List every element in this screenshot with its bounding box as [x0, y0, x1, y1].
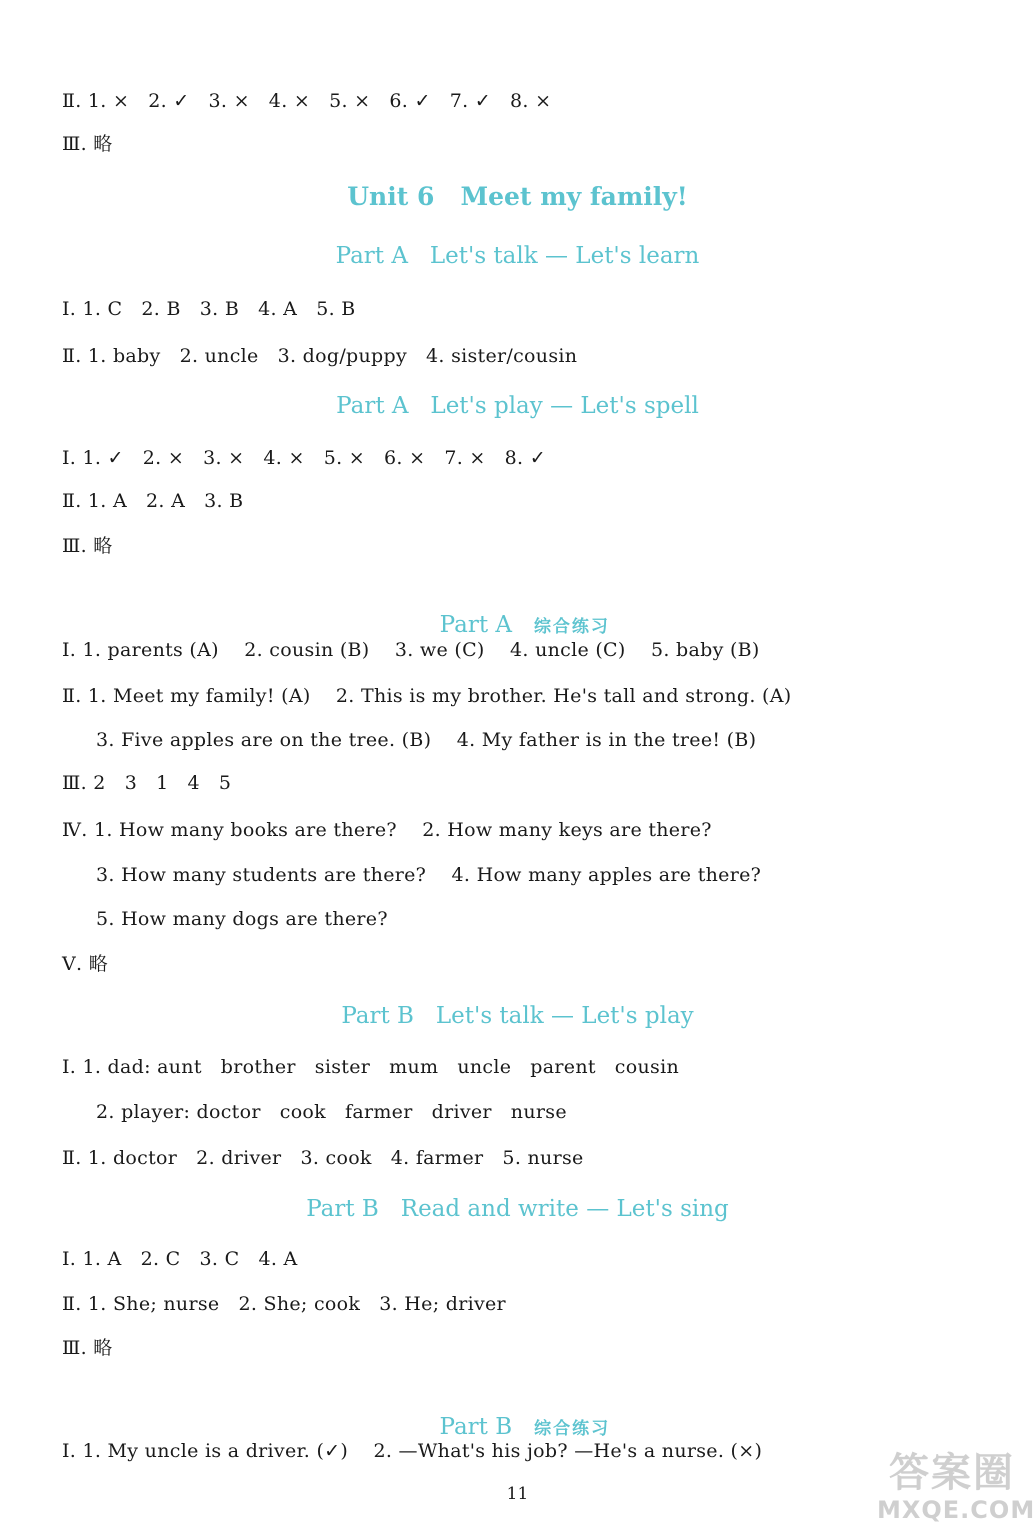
unit-heading: Unit 6 Meet my family!	[347, 182, 688, 211]
section-heading-part-a-talk: Part A Let's talk — Let's learn	[335, 243, 700, 269]
section-heading-en: Part A	[439, 612, 512, 638]
answer-line: Ⅲ. 2 3 1 4 5	[62, 772, 232, 794]
answer-line: Ⅰ. 1. parents (A) 2. cousin (B) 3. we (C) 4. uncle (C) 5. baby (B)	[62, 639, 760, 661]
answer-line: Ⅲ. 略	[62, 133, 113, 155]
answer-line: Ⅱ. 1. Meet my family! (A) 2. This is my brother. He's tall and strong. (A)	[62, 685, 792, 707]
section-heading-zh: 综合练习	[534, 1419, 611, 1439]
answer-line: 2. player: doctor cook farmer driver nurse	[96, 1101, 567, 1123]
answer-line: Ⅱ. 1. doctor 2. driver 3. cook 4. farmer 5. nurse	[62, 1147, 584, 1169]
section-heading-part-b-talk: Part B Let's talk — Let's play	[341, 1003, 694, 1029]
answer-line: Ⅰ. 1. ✓ 2. × 3. × 4. × 5. × 6. × 7. × 8. ✓	[62, 447, 546, 469]
answer-line: Ⅱ. 1. baby 2. uncle 3. dog/puppy 4. sister/cousin	[62, 345, 578, 367]
answer-line: 3. Five apples are on the tree. (B) 4. My father is in the tree! (B)	[96, 729, 757, 751]
answer-line: Ⅲ. 略	[62, 535, 113, 557]
watermark-cn: 答案圈	[889, 1450, 1015, 1496]
section-heading-part-a-practice	[0, 586, 1035, 638]
page-number: 11	[506, 1484, 529, 1504]
answer-line: Ⅳ. 1. How many books are there? 2. How many keys are there?	[62, 819, 712, 841]
watermark-logo	[877, 1450, 1035, 1530]
answer-line: Ⅰ. 1. My uncle is a driver. (✓) 2. —What's his job? —He's a nurse. (×)	[62, 1440, 763, 1462]
answer-line: 5. How many dogs are there?	[96, 908, 388, 930]
section-heading-part-b-practice	[0, 1388, 1035, 1440]
answer-line: Ⅱ. 1. × 2. ✓ 3. × 4. × 5. × 6. ✓ 7. ✓ 8. ×	[62, 90, 552, 112]
answer-line: Ⅰ. 1. C 2. B 3. B 4. A 5. B	[62, 298, 356, 320]
answer-line: Ⅱ. 1. She; nurse 2. She; cook 3. He; driver	[62, 1293, 506, 1315]
watermark-en: MXQE.COM	[877, 1496, 1035, 1524]
section-heading-part-b-read: Part B Read and write — Let's sing	[306, 1196, 729, 1222]
answer-line: Ⅲ. 略	[62, 1337, 113, 1359]
answer-line: 3. How many students are there? 4. How many apples are there?	[96, 864, 762, 886]
section-heading-part-a-play: Part A Let's play — Let's spell	[336, 393, 699, 419]
section-heading-en: Part B	[439, 1414, 513, 1440]
answer-line: Ⅰ. 1. A 2. C 3. C 4. A	[62, 1248, 298, 1270]
section-heading-zh: 综合练习	[533, 617, 610, 637]
answer-line: Ⅰ. 1. dad: aunt brother sister mum uncle parent cousin	[62, 1056, 679, 1078]
answer-line: Ⅴ. 略	[62, 953, 109, 975]
answer-line: Ⅱ. 1. A 2. A 3. B	[62, 490, 244, 512]
